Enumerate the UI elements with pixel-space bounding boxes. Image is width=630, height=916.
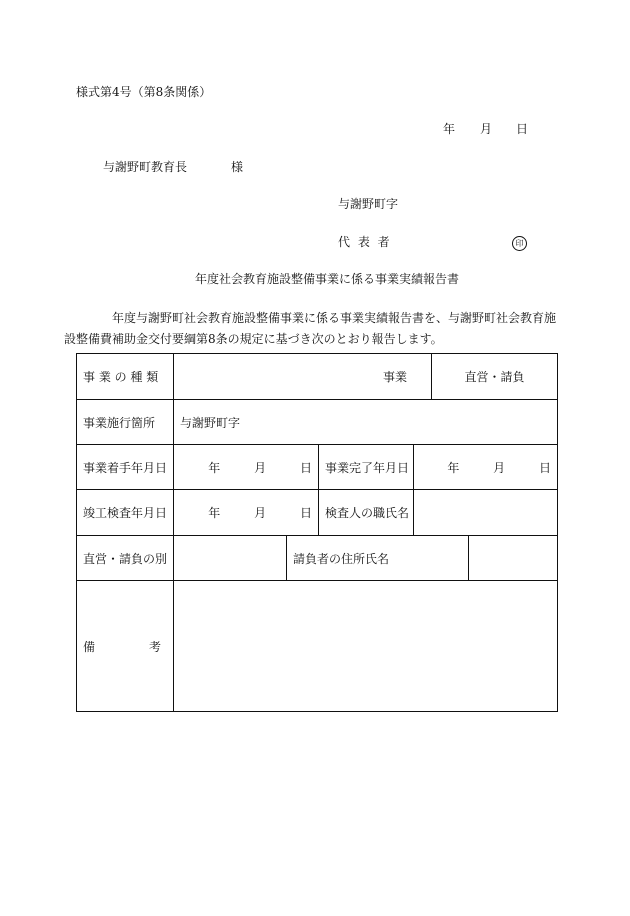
inspection-date-field[interactable] — [174, 490, 319, 536]
label-remarks — [77, 581, 174, 712]
row-dates — [77, 445, 558, 490]
start-date-field[interactable] — [174, 445, 319, 490]
seal-icon — [512, 234, 527, 251]
completion-date-field[interactable] — [414, 445, 558, 490]
row-remarks — [77, 581, 558, 712]
row-contract — [77, 536, 558, 581]
start-date-month: 月 — [254, 460, 267, 475]
remarks-field[interactable] — [174, 581, 558, 712]
label-remarks-right: 考 — [148, 639, 161, 654]
completion-date-day: 日 — [539, 460, 552, 475]
applicant-representative: 代 表 者 — [338, 235, 392, 249]
body-line-1: 年度与謝野町社会教育施設整備事業に係る事業実績報告書を、与謝野町社会教育施 — [112, 311, 557, 325]
inspector-field[interactable] — [414, 490, 558, 536]
start-date-year: 年 — [208, 460, 221, 475]
row-project-type — [77, 354, 558, 400]
date-month: 月 — [480, 122, 493, 136]
project-type-field[interactable] — [174, 354, 432, 400]
label-inspection-date: 竣工検査年月日 — [77, 490, 174, 536]
row-site — [77, 400, 558, 445]
label-site: 事業施行箇所 — [77, 400, 174, 445]
document-title: 年度社会教育施設整備事業に係る事業実績報告書 — [195, 272, 460, 286]
label-remarks-left: 備 — [83, 639, 96, 654]
label-completion-date: 事業完了年月日 — [319, 445, 414, 490]
project-type-options[interactable]: 直営・請負 — [432, 354, 558, 400]
label-contract-type: 直営・請負の別 — [77, 536, 174, 581]
inspection-date-year: 年 — [208, 506, 221, 520]
site-field[interactable]: 与謝野町字 — [174, 400, 558, 445]
contract-type-field[interactable] — [174, 536, 287, 581]
date-day: 日 — [516, 122, 529, 136]
date-year: 年 — [443, 122, 456, 136]
completion-date-year: 年 — [447, 460, 460, 475]
addressee-honorific: 様 — [231, 160, 244, 174]
body-line-2: 設整備費補助金交付要綱第8条の規定に基づき次のとおり報告します。 — [64, 332, 443, 346]
form-number: 様式第4号（第8条関係） — [76, 85, 212, 99]
completion-date-month: 月 — [493, 460, 506, 475]
report-table — [76, 353, 558, 712]
project-type-suffix: 事業 — [383, 370, 408, 384]
body-paragraph — [64, 308, 568, 350]
applicant-locality: 与謝野町字 — [338, 197, 399, 211]
seal-mark: 印 — [512, 236, 527, 251]
label-start-date: 事業着手年月日 — [77, 445, 174, 490]
contractor-field[interactable] — [469, 536, 558, 581]
inspection-date-day: 日 — [299, 506, 312, 520]
addressee-name: 与謝野町教育長 — [103, 160, 188, 174]
label-contractor: 請負者の住所氏名 — [287, 536, 469, 581]
inspection-date-month: 月 — [254, 506, 267, 520]
label-inspector: 検査人の職氏名 — [319, 490, 414, 536]
row-inspection — [77, 490, 558, 536]
label-project-type: 事 業 の 種 類 — [77, 354, 174, 400]
start-date-day: 日 — [299, 460, 312, 475]
